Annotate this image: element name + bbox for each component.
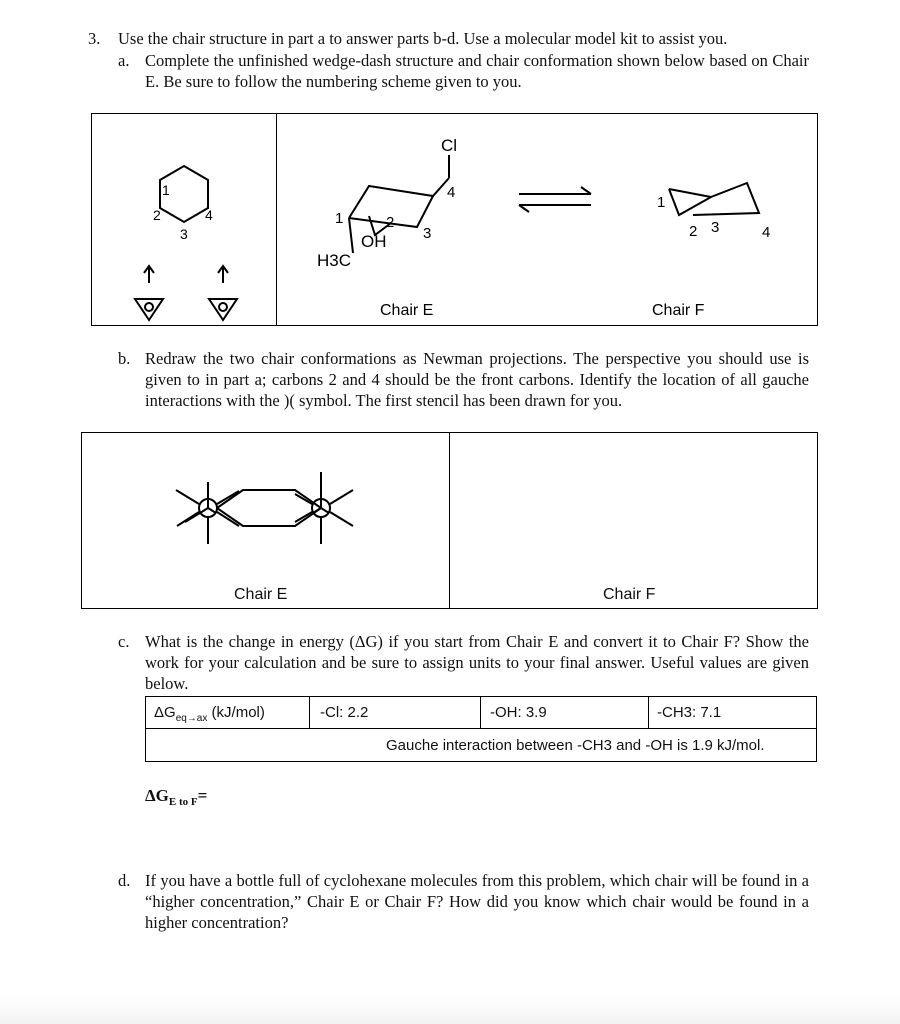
table-header-units: (kJ/mol) (211, 704, 265, 721)
chair-e-number-1: 1 (335, 210, 344, 227)
table-value-oh: -OH: 3.9 (490, 704, 547, 721)
figure-b-chair-e-label: Chair E (234, 586, 288, 603)
table-col-divider (648, 696, 649, 729)
table-header-cell (154, 704, 265, 724)
table-row-divider (145, 728, 817, 729)
delta-g-answer-label (145, 786, 207, 806)
delta-g-subscript: E to F (168, 796, 198, 808)
table-header-subscript: eq→ax (175, 713, 208, 724)
question-number: 3. (88, 29, 101, 48)
table-note: Gauche interaction between -CH3 and -OH is 1.9 kJ/mol. (386, 737, 765, 754)
ring-number-4: 4 (205, 207, 213, 223)
chair-f-number-3: 3 (711, 219, 720, 236)
chair-f-label: Chair F (652, 302, 705, 319)
chair-f-structure (669, 183, 759, 215)
table-value-cl: -Cl: 2.2 (320, 704, 369, 721)
ring-number-3: 3 (180, 226, 188, 242)
chair-f-number-4: 4 (762, 224, 771, 241)
part-c-letter: c. (118, 632, 130, 651)
eye-icon (209, 266, 237, 320)
ring-number-1: 1 (162, 182, 170, 198)
chair-f-number-1: 1 (657, 194, 666, 211)
table-header-delta-g: ΔG (154, 704, 176, 721)
chair-e-cl: Cl (441, 136, 458, 155)
delta-g-symbol: ΔG (145, 786, 169, 805)
figure-b-chair-f-label: Chair F (603, 586, 656, 603)
chair-e-number-4: 4 (447, 184, 456, 201)
question-stem: Use the chair structure in part a to answer parts b-d. Use a molecular model kit to assist you. (118, 29, 728, 48)
part-b-letter: b. (118, 349, 131, 368)
chair-e-oh: OH (361, 232, 387, 251)
newman-stencil (81, 432, 449, 609)
ring-number-2: 2 (153, 207, 161, 223)
part-d-letter: d. (118, 871, 131, 890)
part-a-text: Complete the unfinished wedge-dash structure and chair conformation shown below based on Chair E. Be sure to follow the numbering scheme given to you. (145, 51, 809, 91)
table-value-ch3: -CH3: 7.1 (657, 704, 722, 721)
part-a-letter: a. (118, 51, 130, 70)
part-b-text: Redraw the two chair conformations as Newman projections. The perspective you should use is given to in part a; carbons 2 and 4 should be the front carbons. Identify the location of all gauche interactions with the )( symbol. The first stencil has been drawn for you. (145, 349, 809, 410)
chair-e-number-2: 2 (386, 214, 395, 231)
chair-e-number-3: 3 (423, 225, 432, 242)
figure-a-drawing (91, 113, 818, 326)
table-col-divider (309, 696, 310, 729)
table-col-divider (480, 696, 481, 729)
chair-f-number-2: 2 (689, 223, 698, 240)
part-d-text: If you have a bottle full of cyclohexane molecules from this problem, which chair will be found in a “higher concentration,” Chair E or Chair F? How did you know which chair would be found in a higher concentration? (145, 871, 809, 932)
part-c-text: What is the change in energy (ΔG) if you start from Chair E and convert it to Chair F? Show the work for your calculation and be sure to assign units to your final answer. Useful values are given below. (145, 632, 809, 693)
eye-icon (135, 266, 163, 320)
delta-g-equals: = (197, 786, 208, 805)
equilibrium-arrow-icon (519, 187, 591, 212)
page-bottom-edge (0, 994, 900, 1024)
chair-e-h3c: H3C (317, 251, 352, 270)
figure-b-divider (449, 432, 450, 609)
chair-e-label: Chair E (380, 302, 434, 319)
